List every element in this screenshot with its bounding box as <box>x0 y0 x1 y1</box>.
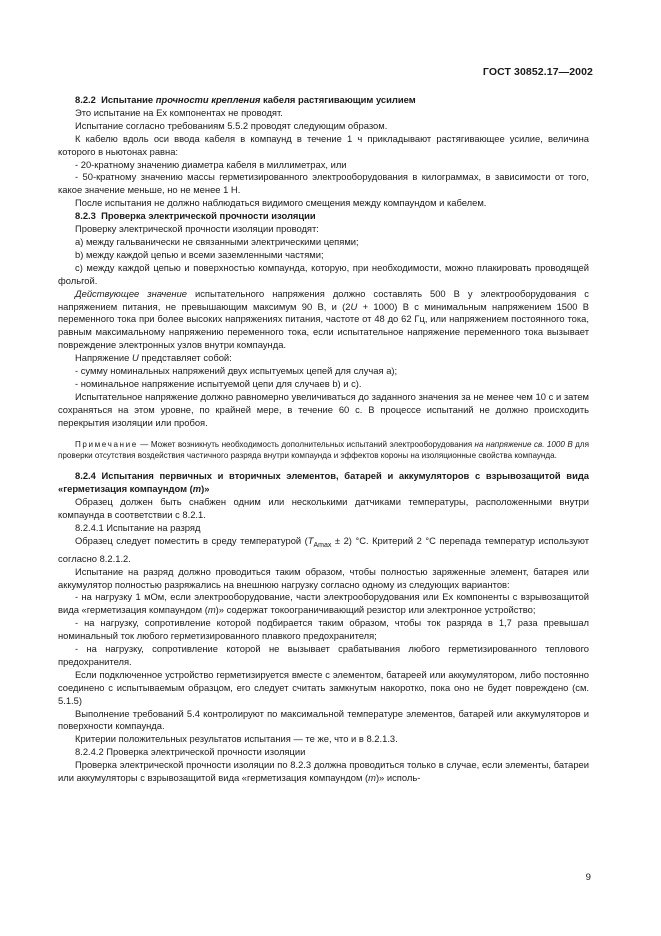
variable-u: U <box>350 300 358 312</box>
paragraph-text: - на нагрузку 1 мОм, если электрооборудование, части электрооборудования или Ex компоненты с взрывозащитой вида «герметизация компаундом ( <box>58 591 589 616</box>
subscript-amax: Amax <box>313 541 332 549</box>
heading-text: Проверка электрической прочности изоляции <box>101 210 316 222</box>
note-italic-text: на напряжение св. 1000 В <box>474 439 573 449</box>
paragraph-text: испытательного напряжения должно составлять 500 В у электрооборудования с напряжением питания, не превышающим максимум 90 В, и (2 <box>58 287 589 312</box>
list-item <box>58 591 589 617</box>
heading-italic-text: прочности крепления <box>155 94 261 105</box>
heading-text: 8.2.4 Испытания первичных и вторичных элементов, батарей и аккумуляторов с взрывозащитой вида «герметизация компаундом ( <box>58 470 589 495</box>
note-text: — Может возникнуть необходимость дополнительных испытаний электрооборудования <box>137 439 475 449</box>
section-number: 8.2.2 <box>75 94 96 105</box>
paragraph: Испытание согласно требованиям 5.5.2 проводят следующим образом. <box>75 119 388 131</box>
section-8-2-2-heading <box>58 94 589 107</box>
italic-term: Действующее значение <box>75 287 188 299</box>
paragraph-text: )» исполь- <box>375 772 421 784</box>
list-item: - 50-кратному значению массы герметизированного электрооборудования в килограммах, в зависимости от того, какое значение меньше, но не менее 1 Н. <box>58 171 589 196</box>
paragraph-text: )» содержат токоограничивающий резистор или электронное устройство; <box>215 604 536 616</box>
list-item: а) между гальванически не связанными электрическими цепями; <box>75 235 359 247</box>
note-text: для проверки отсутствия воздействия частичного разряда внутри компаунда и эффектов короны на изоляционные свойства компаунда. <box>58 439 590 460</box>
variable-t: T <box>307 534 314 546</box>
page-number: 9 <box>585 872 591 883</box>
paragraph: Испытательное напряжение должно равномерно увеличиваться до заданного значения за не менее чем 10 с и затем сохраняться на этом уровне, по крайней мере, в течение 60 с. В процессе испытаний не должно происходить перекрытия изоляции или пробоя. <box>58 390 589 428</box>
paragraph: Выполнение требований 5.4 контролируют по максимальной температуре элементов, батарей или аккумуляторов и поверхности компаунда. <box>58 707 589 732</box>
heading-text: кабеля растягивающим усилием <box>260 94 416 105</box>
note-label: Примечание <box>75 439 138 449</box>
paragraph: Образец должен быть снабжен одним или несколькими датчиками температуры, расположенными внутри компаунда в соответствии с 8.2.1. <box>58 496 589 521</box>
paragraph-text: + 1000) В с минимальным напряжением 1500 В переменного тока при более высоких напряжениях питания, частоте от 48 до 62 Гц, или напряжением постоянного тока, равным максимальному напряжению переменного тока, если испытательное напряжение переменного тока вызывает повреждение электронных узлов внутри компаунда. <box>58 300 589 351</box>
list-item: c) между каждой цепью и поверхностью компаунда, которую, при необходимости, можно плакировать проводящей фольгой. <box>58 261 589 286</box>
paragraph-text: Образец следует поместить в среду температурой ( <box>75 534 308 546</box>
paragraph <box>58 535 589 566</box>
section-8-2-4-heading <box>58 470 589 496</box>
document-body <box>58 94 589 785</box>
list-item: b) между каждой цепью и всеми заземленными частями; <box>75 248 324 260</box>
heading-text: )» <box>201 483 210 495</box>
subsection-8-2-4-1-heading: 8.2.4.1 Испытание на разряд <box>75 522 201 533</box>
section-8-2-3-heading <box>58 210 589 223</box>
paragraph-text: ± 2) °С. Критерий 2 °С перепада температур используют согласно 8.2.1.2. <box>58 534 589 564</box>
list-item: - сумму номинальных напряжений двух испытуемых цепей для случая а); <box>75 365 398 377</box>
paragraph: После испытания не должно наблюдаться видимого смещения между компаундом и кабелем. <box>75 197 487 209</box>
paragraph: Это испытание на Ex компонентах не проводят. <box>75 106 283 118</box>
paragraph: Испытание на разряд должно проводиться таким образом, чтобы полностью заряженные элемент, батарея или аккумулятор полностью разряжались на внешнюю нагрузку согласно одному из следующих вариантов: <box>58 565 589 590</box>
variable-u: U <box>131 352 139 364</box>
paragraph-text: представляет собой: <box>138 352 232 364</box>
paragraph-text: Проверка электрической прочности изоляции по 8.2.3 должна проводиться только в случае, если элементы, батареи или аккумуляторы с взрывозащитой вида «герметизация компаундом ( <box>58 759 589 784</box>
italic-m: m <box>368 772 376 784</box>
subsection-8-2-4-2-heading: 8.2.4.2 Проверка электрической прочности изоляции <box>75 746 306 758</box>
list-item: - номинальное напряжение испытуемой цепи для случаев b) и c). <box>75 377 362 389</box>
paragraph: Проверку электрической прочности изоляции проводят: <box>75 223 319 235</box>
list-item: - на нагрузку, сопротивление которой не вызывает срабатывания любого герметизированного теплового предохранителя. <box>58 643 589 667</box>
paragraph <box>58 352 589 365</box>
paragraph: Критерии положительных результатов испытания — те же, что и в 8.2.1.3. <box>75 733 398 745</box>
paragraph: Если подключенное устройство герметизируется вместе с элементом, батареей или аккумулятором, либо постоянно соединено с испытываемым образцом, его следует считать замкнутым накоротко, пока оно не будет повреждено (см. 5.1.5) <box>58 668 589 706</box>
heading-italic-text: m <box>192 483 202 495</box>
heading-text: Испытание <box>101 94 156 105</box>
italic-m: m <box>207 604 216 616</box>
list-item: - 20-кратному значению диаметра кабеля в миллиметрах, или <box>75 158 347 170</box>
paragraph <box>58 288 589 353</box>
paragraph: К кабелю вдоль оси ввода кабеля в компаунд в течение 1 ч прикладывают растягивающее усилие, величина которого в ньютонах равна: <box>58 132 589 157</box>
paragraph-text: Напряжение <box>75 352 132 364</box>
list-item: - на нагрузку, сопротивление которой подбирается таким образом, чтобы ток разряда в 1,7 раза превышал номинальный ток любого герметизированного плавкого предохранителя; <box>58 617 589 642</box>
paragraph <box>58 759 589 785</box>
document-header-id: ГОСТ 30852.17—2002 <box>482 66 593 78</box>
section-number: 8.2.3 <box>75 210 96 222</box>
note <box>58 439 589 462</box>
